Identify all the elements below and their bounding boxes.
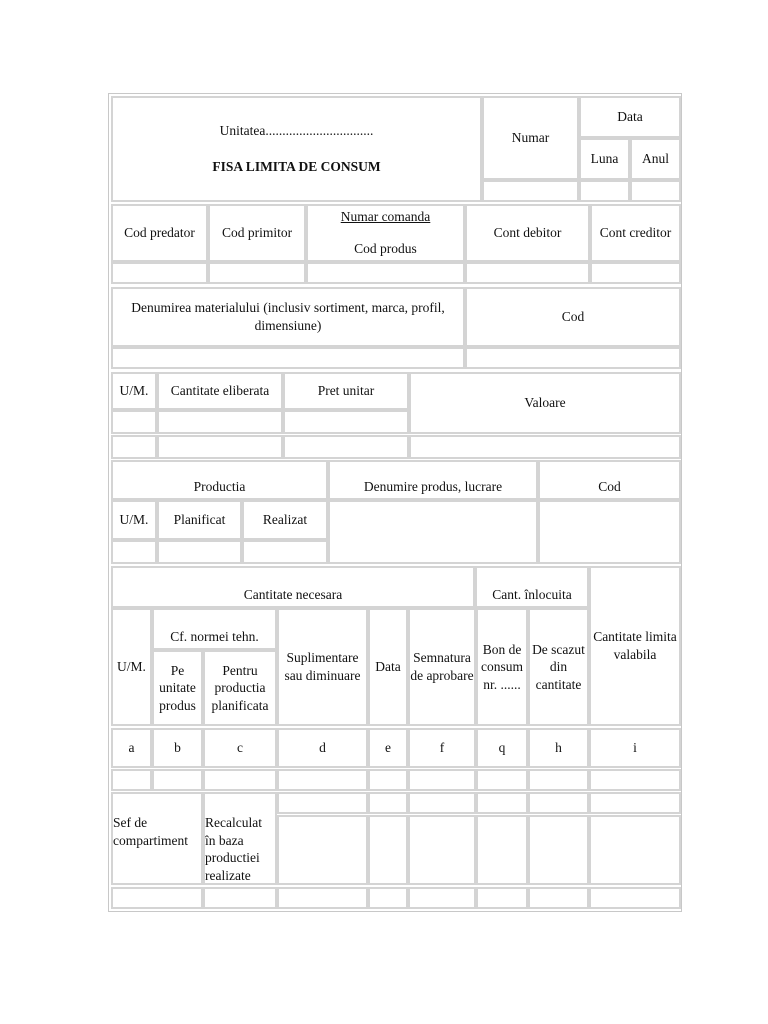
last-row-cell-c[interactable]	[203, 887, 277, 909]
column-letter	[476, 728, 528, 768]
per-unit-header	[152, 650, 203, 726]
production-um-label: U/M.	[119, 512, 149, 528]
last-row-cell-h[interactable]	[528, 887, 589, 909]
consumption-voucher-header	[476, 608, 528, 726]
released-qty-header	[157, 372, 283, 410]
needs-row-3-cell-d[interactable]	[277, 815, 368, 885]
supplement-label: Suplimentare sau diminuare	[284, 650, 361, 683]
deduct-qty-label: De scazut din cantitate	[532, 641, 585, 692]
order-number-label: Numar comanda	[340, 209, 431, 225]
cont-debitor-header	[465, 204, 590, 262]
value-label: Valoare	[524, 395, 566, 411]
planned-label: Planificat	[173, 512, 226, 528]
material-name-header	[111, 287, 465, 347]
approval-signature-header	[408, 608, 476, 726]
unit-price-label: Pret unitar	[317, 383, 375, 399]
needs-row-3-cell-e[interactable]	[368, 815, 408, 885]
deduct-qty-header	[528, 608, 589, 726]
needs-date-label: Data	[375, 659, 401, 675]
product-name-field[interactable]	[328, 500, 538, 564]
required-qty-header	[111, 566, 475, 608]
approval-signature-label: Semnatura de aprobare	[410, 650, 474, 683]
norm-header	[152, 608, 277, 650]
header-cell	[111, 96, 482, 202]
released-qty-label: Cantitate eliberata	[170, 383, 270, 399]
needs-row-1-cell-c[interactable]	[203, 769, 277, 791]
production-um-field[interactable]	[111, 540, 157, 564]
column-letter	[528, 728, 589, 768]
planned-header	[157, 500, 242, 540]
consumption-limit-form	[108, 93, 682, 912]
form-title: FISA LIMITA DE CONSUM	[212, 159, 381, 174]
column-letter	[589, 728, 681, 768]
value-header	[409, 372, 681, 434]
column-letter	[368, 728, 408, 768]
last-row-cell-q[interactable]	[476, 887, 528, 909]
limit-qty-header	[589, 566, 681, 726]
department-head-label: Sef de compartiment	[113, 815, 188, 848]
cod-primitor-field[interactable]	[208, 262, 306, 284]
number-header	[482, 96, 579, 180]
needs-row-1-cell-f[interactable]	[408, 769, 476, 791]
cod-primitor-header	[208, 204, 306, 262]
unit-price-header	[283, 372, 409, 410]
issue-um-field-1[interactable]	[111, 410, 157, 434]
number-label: Numar	[511, 130, 550, 146]
last-row-cell-i[interactable]	[589, 887, 681, 909]
needs-row-1-cell-e[interactable]	[368, 769, 408, 791]
needs-row-1-cell-d[interactable]	[277, 769, 368, 791]
order-product-header	[306, 204, 465, 262]
needs-row-2-cell-e[interactable]	[368, 792, 408, 814]
planned-field[interactable]	[157, 540, 242, 564]
planned-production-header	[203, 650, 277, 726]
letter-a: a	[128, 740, 135, 756]
value-field[interactable]	[409, 435, 681, 459]
unit-label: Unitatea................................	[219, 123, 374, 139]
cont-debitor-label: Cont debitor	[493, 225, 562, 241]
limit-qty-label: Cantitate limita valabila	[593, 629, 677, 662]
replaced-qty-header	[475, 566, 589, 608]
released-qty-field-2[interactable]	[157, 435, 283, 459]
needs-row-2-cell-q[interactable]	[476, 792, 528, 814]
realized-label: Realizat	[262, 512, 308, 528]
material-code-label: Cod	[561, 309, 585, 325]
last-row-cell-f[interactable]	[408, 887, 476, 909]
letter-h: h	[555, 740, 562, 756]
issue-um-label: U/M.	[119, 383, 149, 399]
per-unit-label: Pe unitate produs	[159, 662, 196, 713]
letter-i: i	[633, 740, 637, 756]
last-row-cell-d[interactable]	[277, 887, 368, 909]
production-label: Productia	[193, 479, 246, 495]
material-name-label: Denumirea materialului (inclusiv sortiment, marca, profil, dimensiune)	[131, 300, 445, 333]
department-head-cell	[111, 792, 203, 885]
needs-row-1-cell-i[interactable]	[589, 769, 681, 791]
needs-row-3-cell-f[interactable]	[408, 815, 476, 885]
year-header	[630, 138, 681, 180]
replaced-qty-label: Cant. înlocuita	[492, 587, 572, 603]
realized-field[interactable]	[242, 540, 328, 564]
supplement-header	[277, 608, 368, 726]
material-name-field[interactable]	[111, 347, 465, 369]
needs-row-1-cell-a[interactable]	[111, 769, 152, 791]
production-um-header	[111, 500, 157, 540]
column-letter	[152, 728, 203, 768]
product-code-label-2: Cod	[598, 479, 621, 495]
product-name-header	[328, 460, 538, 500]
year-label: Anul	[642, 151, 669, 167]
last-row-cell-e[interactable]	[368, 887, 408, 909]
planned-production-label: Pentru productia planificata	[211, 662, 269, 713]
needs-row-2-cell-d[interactable]	[277, 792, 368, 814]
issue-um-header	[111, 372, 157, 410]
year-value-field[interactable]	[630, 180, 681, 202]
cont-debitor-field[interactable]	[465, 262, 590, 284]
needs-um-header	[111, 608, 152, 726]
product-name-label: Denumire produs, lucrare	[363, 479, 503, 495]
column-letter	[408, 728, 476, 768]
needs-row-3-cell-h[interactable]	[528, 815, 589, 885]
needs-row-2-cell-i[interactable]	[589, 792, 681, 814]
needs-row-2-cell-f[interactable]	[408, 792, 476, 814]
needs-row-2-cell-h[interactable]	[528, 792, 589, 814]
date-header	[579, 96, 681, 138]
realized-header	[242, 500, 328, 540]
cod-primitor-label: Cod primitor	[221, 225, 293, 241]
needs-row-1-cell-b[interactable]	[152, 769, 203, 791]
order-product-field[interactable]	[306, 262, 465, 284]
column-letter	[277, 728, 368, 768]
cod-predator-field[interactable]	[111, 262, 208, 284]
consumption-voucher-label: Bon de consum nr. ......	[481, 641, 523, 692]
month-header	[579, 138, 630, 180]
product-code-header	[538, 460, 681, 500]
cod-predator-label: Cod predator	[124, 225, 195, 241]
product-code-label: Cod produs	[354, 241, 417, 256]
needs-um-label: U/M.	[117, 659, 146, 675]
required-qty-label: Cantitate necesara	[243, 587, 343, 603]
letter-f: f	[439, 740, 445, 756]
needs-row-1-cell-h[interactable]	[528, 769, 589, 791]
material-code-header	[465, 287, 681, 347]
month-value-field[interactable]	[579, 180, 630, 202]
norm-label: Cf. normei tehn.	[170, 629, 259, 645]
issue-um-field-2[interactable]	[111, 435, 157, 459]
product-code-field[interactable]	[538, 500, 681, 564]
material-code-field[interactable]	[465, 347, 681, 369]
cont-creditor-field[interactable]	[590, 262, 681, 284]
last-row-cell-ab[interactable]	[111, 887, 203, 909]
column-letter	[111, 728, 152, 768]
production-header	[111, 460, 328, 500]
needs-row-3-cell-i[interactable]	[589, 815, 681, 885]
letter-q: q	[498, 740, 506, 756]
recalculated-cell	[203, 792, 277, 885]
column-letter	[203, 728, 277, 768]
needs-date-header	[368, 608, 408, 726]
number-value-field[interactable]	[482, 180, 579, 202]
needs-row-3-cell-q[interactable]	[476, 815, 528, 885]
unit-price-field-2[interactable]	[283, 435, 409, 459]
unit-price-field-1[interactable]	[283, 410, 409, 434]
needs-row-1-cell-q[interactable]	[476, 769, 528, 791]
date-label: Data	[617, 109, 643, 125]
letter-b: b	[174, 740, 181, 756]
month-label: Luna	[590, 151, 619, 167]
letter-d: d	[319, 740, 326, 756]
cont-creditor-header	[590, 204, 681, 262]
letter-c: c	[237, 740, 243, 756]
letter-e: e	[385, 740, 391, 756]
recalculated-label: Recalculat în baza productiei realizate	[205, 815, 262, 883]
cont-creditor-label: Cont creditor	[599, 225, 672, 241]
released-qty-field-1[interactable]	[157, 410, 283, 434]
cod-predator-header	[111, 204, 208, 262]
